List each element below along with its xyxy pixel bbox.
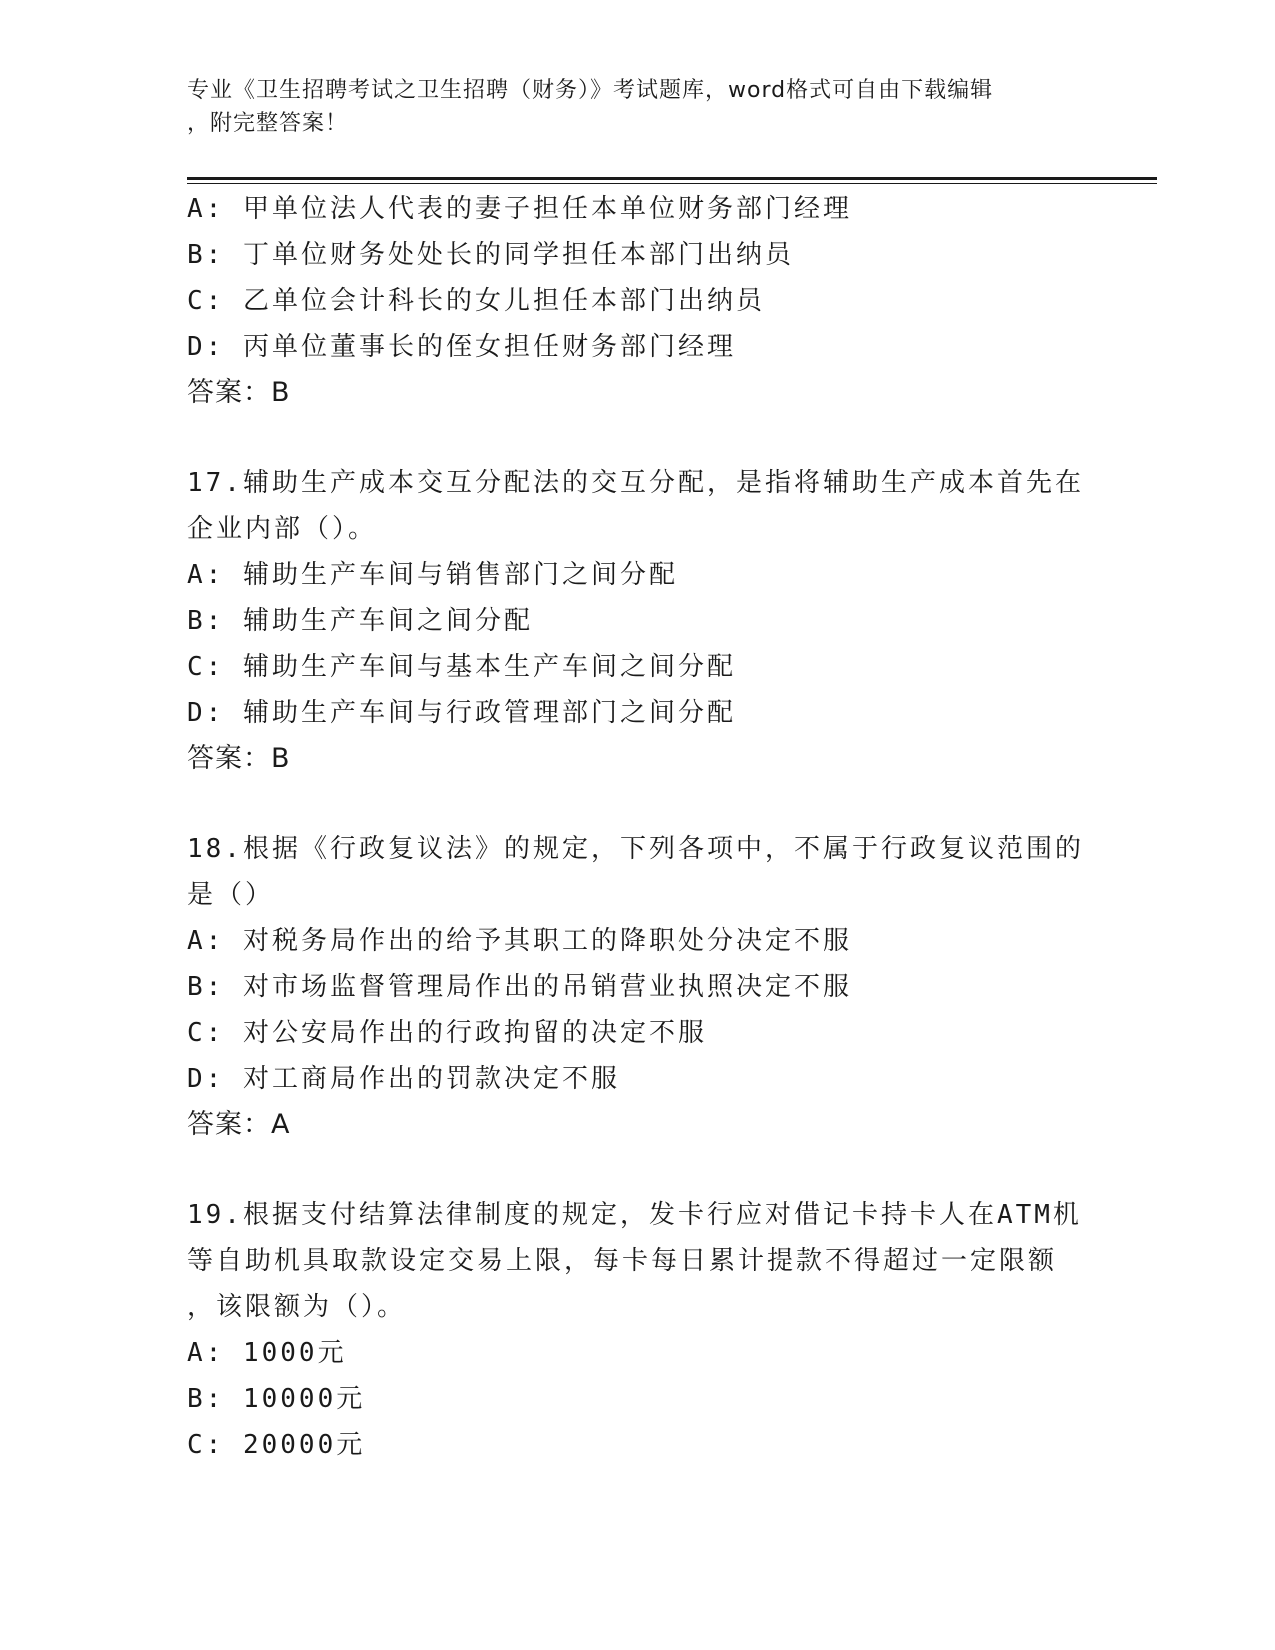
question-stem-line-2: 企业内部（）。 (187, 514, 378, 544)
header-line-2: ，附完整答案！ (187, 111, 349, 136)
option-b: B: 丁单位财务处处长的同学担任本部门出纳员 (187, 240, 794, 270)
header-line-1: 专业《卫生招聘考试之卫生招聘（财务）》考试题库，word格式可自由下载编辑 (187, 78, 994, 103)
header-divider-thin (187, 183, 1157, 184)
question-stem-line-2: 等自助机具取款设定交易上限，每卡每日累计提款不得超过一定限额 (187, 1246, 1058, 1276)
option-d: D: 辅助生产车间与行政管理部门之间分配 (187, 698, 736, 728)
option-a: A: 1000元 (187, 1338, 347, 1368)
question-18 (187, 826, 1107, 1148)
question-stem-line-2: 是（） (187, 880, 275, 910)
option-c: C: 辅助生产车间与基本生产车间之间分配 (187, 652, 736, 682)
answer: 答案：B (187, 743, 291, 774)
option-d: D: 丙单位董事长的侄女担任财务部门经理 (187, 332, 736, 362)
option-c: C: 对公安局作出的行政拘留的决定不服 (187, 1018, 707, 1048)
question-stem-line-1: 19.根据支付结算法律制度的规定，发卡行应对借记卡持卡人在ATM机 (187, 1200, 1082, 1230)
answer: 答案：B (187, 377, 291, 408)
option-c: C: 20000元 (187, 1430, 366, 1460)
question-stem-line-1: 18.根据《行政复议法》的规定，下列各项中，不属于行政复议范围的 (187, 834, 1084, 864)
document-header (187, 74, 1087, 140)
question-17 (187, 460, 1107, 782)
option-d: D: 对工商局作出的罚款决定不服 (187, 1064, 620, 1094)
option-a: A: 对税务局作出的给予其职工的降职处分决定不服 (187, 926, 852, 956)
option-b: B: 对市场监督管理局作出的吊销营业执照决定不服 (187, 972, 852, 1002)
option-a: A: 辅助生产车间与销售部门之间分配 (187, 560, 678, 590)
question-list (187, 186, 1107, 1468)
question-19 (187, 1192, 1107, 1468)
option-a: A: 甲单位法人代表的妻子担任本单位财务部门经理 (187, 194, 852, 224)
answer: 答案：A (187, 1109, 291, 1140)
option-b: B: 10000元 (187, 1384, 366, 1414)
question-stem-line-3: ，该限额为（）。 (187, 1292, 407, 1322)
question-16 (187, 186, 1107, 416)
header-divider-thick (187, 177, 1157, 180)
option-c: C: 乙单位会计科长的女儿担任本部门出纳员 (187, 286, 765, 316)
option-b: B: 辅助生产车间之间分配 (187, 606, 533, 636)
question-stem-line-1: 17.辅助生产成本交互分配法的交互分配，是指将辅助生产成本首先在 (187, 468, 1084, 498)
